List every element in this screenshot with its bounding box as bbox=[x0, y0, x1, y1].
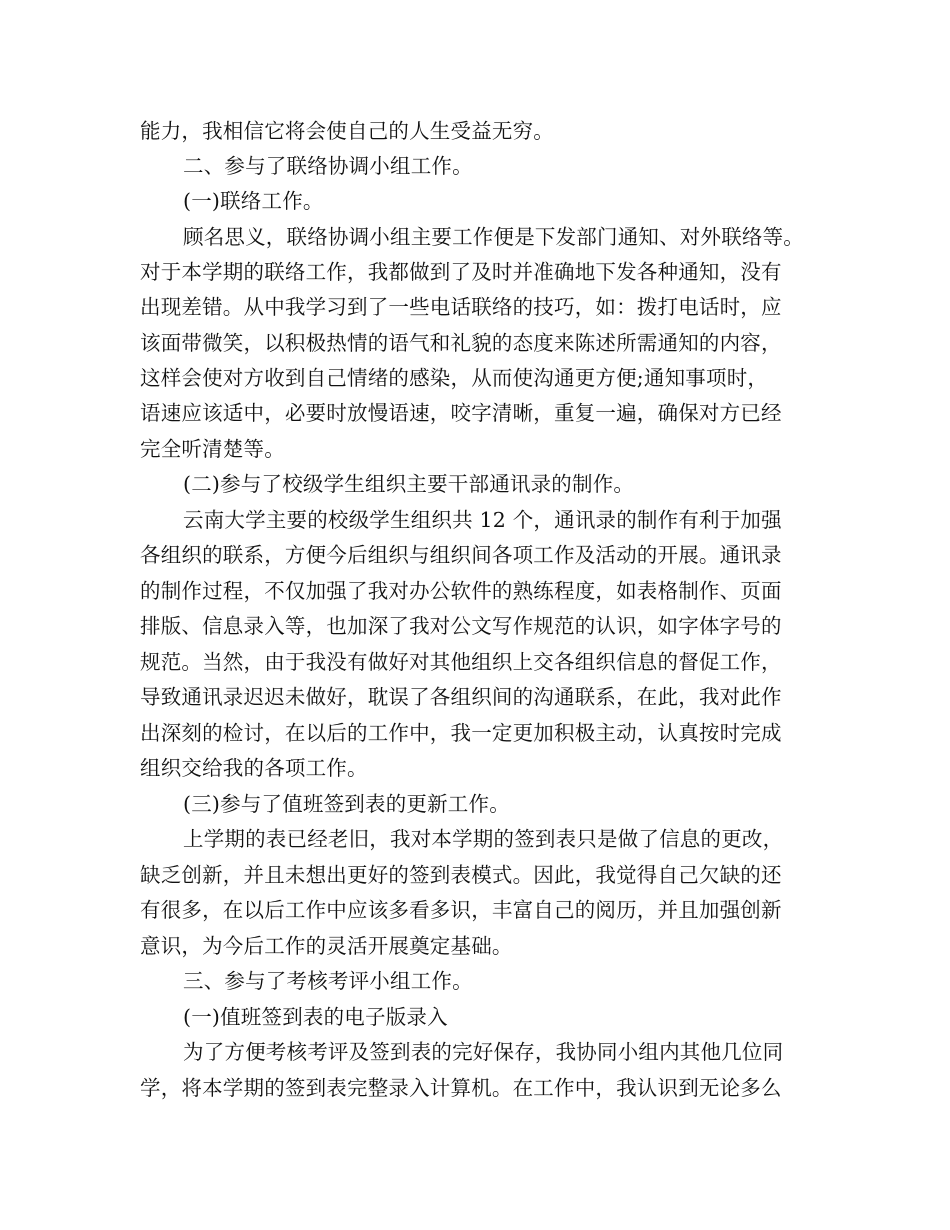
text-line: 出现差错。从中我学习到了一些电话联络的技巧，如：拨打电话时，应 bbox=[140, 295, 782, 319]
text-line: 的制作过程，不仅加强了我对办公软件的熟练程度，如表格制作、页面 bbox=[140, 579, 782, 603]
text-line: 该面带微笑，以积极热情的语气和礼貌的态度来陈述所需通知的内容， bbox=[140, 331, 782, 355]
text-line: 为了方便考核考评及签到表的完好保存，我协同小组内其他几位同 bbox=[183, 1040, 784, 1064]
subsection-heading: (一)联络工作。 bbox=[183, 189, 324, 213]
text-line: 云南大学主要的校级学生组织共 12 个，通讯录的制作有利于加强 bbox=[183, 508, 782, 532]
text-line: 顾名思义，联络协调小组主要工作便是下发部门通知、对外联络等。 bbox=[183, 225, 804, 249]
subsection-heading: (三)参与了值班签到表的更新工作。 bbox=[183, 792, 510, 816]
text-line: 意识，为今后工作的灵活开展奠定基础。 bbox=[140, 934, 513, 958]
subsection-heading: (一)值班签到表的电子版录入 bbox=[183, 1005, 448, 1029]
text-line: 完全听清楚等。 bbox=[140, 437, 285, 461]
text-line: 学，将本学期的签到表完整录入计算机。在工作中，我认识到无论多么 bbox=[140, 1076, 782, 1100]
text-line: 出深刻的检讨，在以后的工作中，我一定更加积极主动，认真按时完成 bbox=[140, 721, 782, 745]
text-line: 语速应该适中，必要时放慢语速，咬字清晰，重复一遍，确保对方已经 bbox=[140, 401, 782, 425]
text-line: 各组织的联系，方便今后组织与组织间各项工作及活动的开展。通讯录 bbox=[140, 543, 782, 567]
text-line: 组织交给我的各项工作。 bbox=[140, 756, 368, 780]
text-line: 排版、信息录入等，也加深了我对公文写作规范的认识，如字体字号的 bbox=[140, 614, 782, 638]
text-line: 规范。当然，由于我没有做好对其他组织上交各组织信息的督促工作， bbox=[140, 650, 782, 674]
text-line: 上学期的表已经老旧，我对本学期的签到表只是做了信息的更改， bbox=[183, 827, 784, 851]
section-heading: 二、参与了联络协调小组工作。 bbox=[183, 154, 473, 178]
text-line: 能力，我相信它将会使自己的人生受益无穷。 bbox=[140, 119, 554, 143]
text-line: 对于本学期的联络工作，我都做到了及时并准确地下发各种通知，没有 bbox=[140, 260, 782, 284]
subsection-heading: (二)参与了校级学生组织主要干部通讯录的制作。 bbox=[183, 472, 635, 496]
text-line: 有很多，在以后工作中应该多看多识，丰富自己的阅历，并且加强创新 bbox=[140, 898, 782, 922]
text-line: 缺乏创新，并且未想出更好的签到表模式。因此，我觉得自己欠缺的还 bbox=[140, 863, 782, 887]
text-line: 这样会使对方收到自己情绪的感染，从而使沟通更方便;通知事项时， bbox=[140, 366, 769, 390]
text-line: 导致通讯录迟迟未做好，耽误了各组织间的沟通联系，在此，我对此作 bbox=[140, 685, 782, 709]
section-heading: 三、参与了考核考评小组工作。 bbox=[183, 969, 473, 993]
